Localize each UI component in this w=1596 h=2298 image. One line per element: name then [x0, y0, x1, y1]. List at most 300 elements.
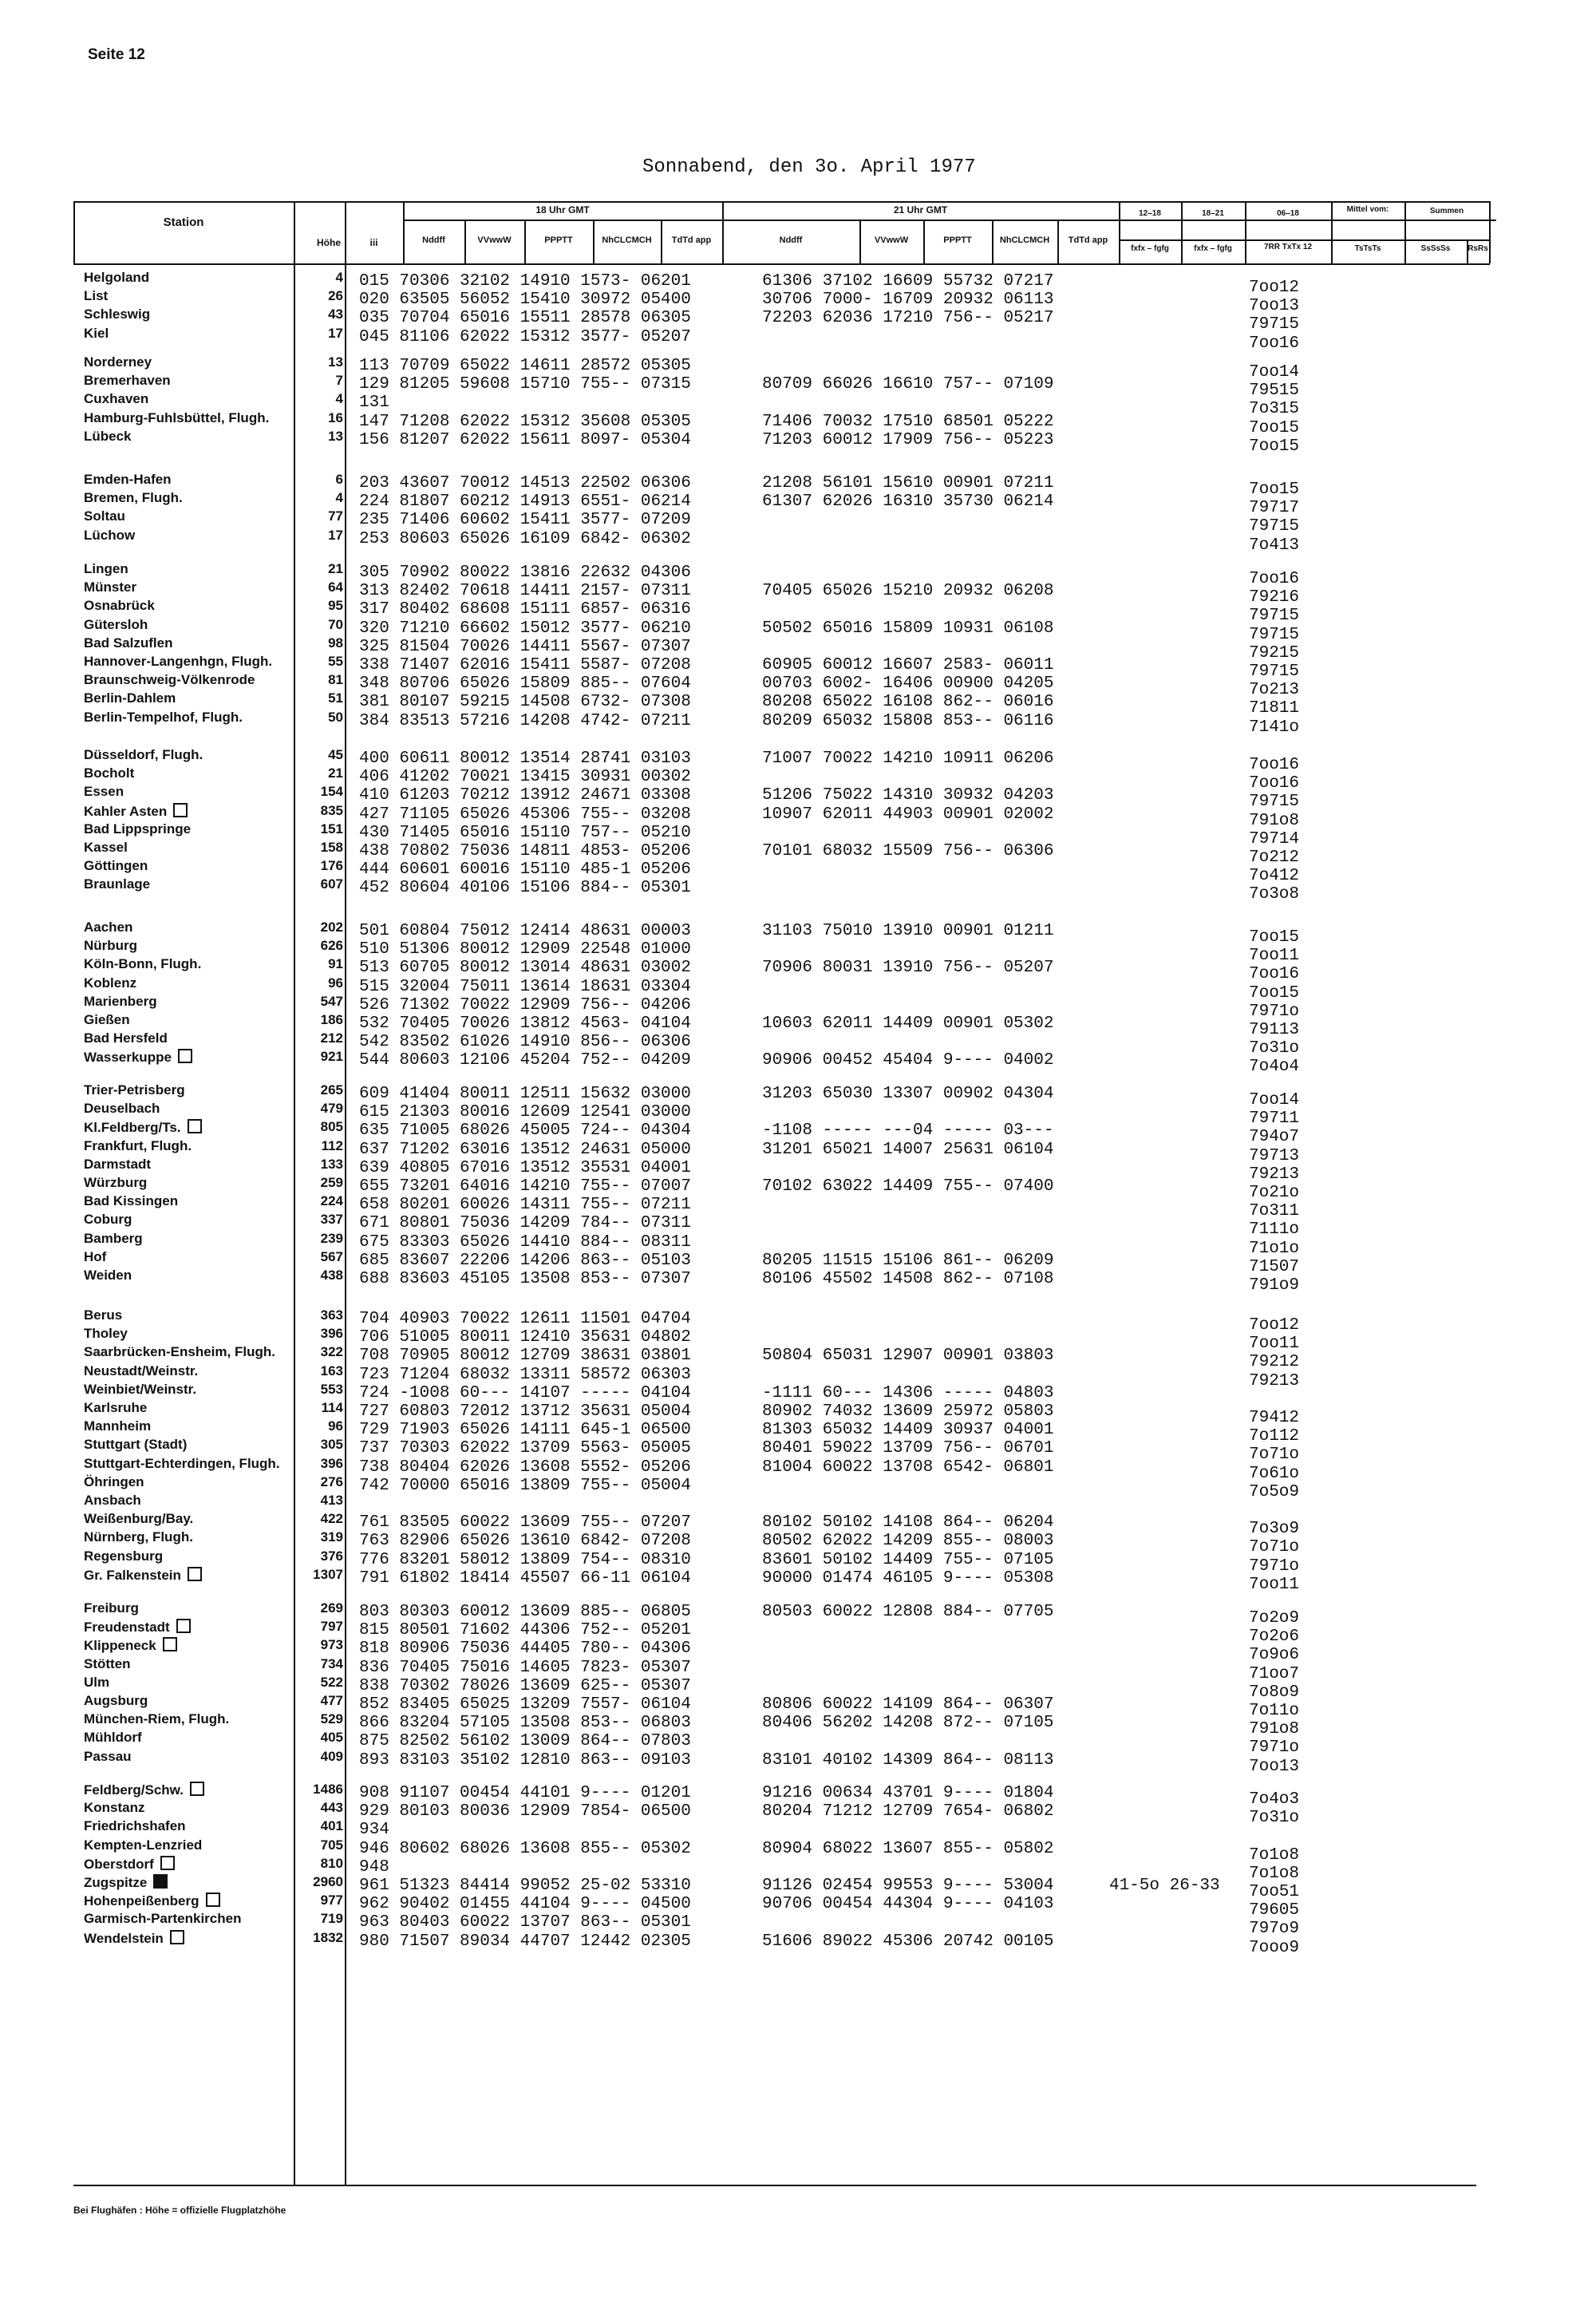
station-height: 810: [320, 1855, 343, 1871]
obs-18gmt: 729 71903 65026 14111 645-1 06500: [359, 1421, 691, 1440]
obs-18gmt: 738 80404 62026 13608 5552- 05206: [359, 1458, 691, 1477]
station-name: Gießen: [84, 1012, 130, 1027]
station-name: Münster: [84, 579, 137, 595]
col-fx-1218-header: fxfx – fgfg: [1131, 244, 1169, 253]
station-name: Wasserkuppe: [84, 1049, 192, 1066]
obs-21gmt: 10603 62011 14409 00901 05302: [762, 1015, 1054, 1033]
station-name: Öhringen: [84, 1473, 144, 1489]
station-height: 443: [320, 1800, 343, 1816]
station-name: Ulm: [84, 1674, 110, 1690]
filled-square-icon: [153, 1874, 168, 1889]
table-rule: [1489, 201, 1491, 263]
station-name: Frankfurt, Flugh.: [84, 1137, 192, 1153]
station-height: 626: [320, 938, 343, 954]
mean-value: 7o2o6: [1249, 1628, 1300, 1647]
col-station-header: Station: [163, 216, 204, 229]
mean-value: 79213: [1249, 1165, 1300, 1184]
obs-18gmt: 020 63505 56052 15410 30972 05400: [359, 291, 691, 310]
obs-18gmt: 035 70704 65016 15511 28578 06305: [359, 309, 691, 328]
obs-18gmt: 515 32004 75011 13614 18631 03304: [359, 977, 691, 996]
mean-value: 79714: [1249, 829, 1300, 848]
station-height: 405: [320, 1730, 343, 1746]
mean-value: 7oo15: [1249, 437, 1300, 456]
obs-21gmt: -1108 ----- ---04 ----- 03---: [762, 1121, 1054, 1141]
obs-21gmt: 80503 60022 12808 884-- 07705: [762, 1603, 1054, 1621]
station-name: Klippeneck: [84, 1637, 177, 1654]
table-rule: [73, 2185, 1476, 2186]
page-date: Sonnabend, den 3o. April 1977: [642, 156, 976, 178]
obs-18gmt: 510 51306 80012 12909 22548 01000: [359, 940, 691, 959]
station-name: Düsseldorf, Flugh.: [84, 747, 203, 762]
col-hoehe-header: Höhe: [317, 237, 341, 248]
col-18gmt-header: TdTd app: [671, 235, 712, 245]
station-height: 522: [320, 1674, 343, 1690]
obs-18gmt: 980 71507 89034 44707 12442 02305: [359, 1932, 691, 1951]
obs-18gmt: 866 83204 57105 13508 853-- 06803: [359, 1714, 691, 1733]
mean-value: 7111o: [1249, 1220, 1300, 1240]
obs-18gmt: 156 81207 62022 15611 8097- 05304: [359, 430, 691, 449]
station-height: 202: [320, 920, 343, 935]
mean-value: 71o1o: [1249, 1239, 1300, 1258]
obs-18gmt: 325 81504 70026 14411 5567- 07307: [359, 637, 691, 656]
mean-value: 7ooo9: [1249, 1938, 1300, 1957]
station-name: Mühldorf: [84, 1730, 142, 1746]
obs-18gmt: 723 71204 68032 13311 58572 06303: [359, 1365, 691, 1384]
obs-18gmt: 635 71005 68026 45005 724-- 04304: [359, 1121, 691, 1141]
station-height: 158: [320, 840, 343, 855]
obs-18gmt: 962 90402 01455 44104 9---- 04500: [359, 1895, 691, 1914]
obs-21gmt: 80406 56202 14208 872-- 07105: [762, 1714, 1054, 1733]
col-21gmt-header: NhCLCMCH: [999, 235, 1050, 245]
obs-21gmt: 80102 50102 14108 864-- 06204: [762, 1513, 1054, 1533]
station-height: 438: [320, 1268, 343, 1283]
obs-18gmt: 113 70709 65022 14611 28572 05305: [359, 357, 691, 375]
station-height: 477: [320, 1693, 343, 1708]
obs-21gmt: 70405 65026 15210 20932 06208: [762, 582, 1054, 601]
wind-gusts: 41-5o 26-33: [1109, 1877, 1220, 1895]
obs-21gmt: 91216 00634 43701 9---- 01804: [762, 1784, 1054, 1802]
mean-value: 791o8: [1249, 1720, 1300, 1739]
station-name: Darmstadt: [84, 1156, 152, 1172]
obs-18gmt: 203 43607 70012 14513 22502 06306: [359, 474, 691, 492]
station-height: 1832: [313, 1929, 343, 1945]
obs-21gmt: 72203 62036 17210 756-- 05217: [762, 309, 1054, 328]
obs-18gmt: 658 80201 60026 14311 755-- 07211: [359, 1196, 691, 1215]
obs-21gmt: 31103 75010 13910 00901 01211: [762, 922, 1054, 940]
station-height: 363: [320, 1307, 343, 1323]
station-name: Emden-Hafen: [84, 472, 172, 487]
station-name: München-Riem, Flugh.: [84, 1711, 230, 1727]
col-iii-header: iii: [369, 237, 378, 248]
station-height: 705: [320, 1837, 343, 1853]
mean-value: 7oo11: [1249, 1575, 1300, 1594]
obs-21gmt: 61307 62026 16310 35730 06214: [762, 492, 1054, 512]
station-name: Ansbach: [84, 1493, 141, 1508]
obs-21gmt: 51606 89022 45306 20742 00105: [762, 1932, 1054, 1951]
open-square-icon: [188, 1567, 202, 1581]
station-height: 81: [328, 672, 343, 688]
obs-18gmt: 708 70905 80012 12709 38631 03801: [359, 1347, 691, 1366]
open-square-icon: [163, 1637, 177, 1651]
mean-value: 7oo16: [1249, 774, 1300, 793]
mean-value: 79605: [1249, 1901, 1300, 1920]
obs-18gmt: 893 83103 35102 12810 863-- 09103: [359, 1750, 691, 1770]
obs-21gmt: 90906 00452 45404 9---- 04002: [762, 1051, 1054, 1070]
obs-18gmt: 704 40903 70022 12611 11501 04704: [359, 1310, 691, 1328]
mean-value: 79213: [1249, 1371, 1300, 1390]
table-rule: [73, 201, 75, 263]
col-period-0618-header: 06–18: [1277, 209, 1299, 218]
mean-value: 7o31o: [1249, 1809, 1300, 1828]
obs-18gmt: 818 80906 75036 44405 780-- 04306: [359, 1639, 691, 1659]
open-square-icon: [206, 1893, 220, 1907]
station-height: 269: [320, 1600, 343, 1616]
mean-value: 7971o: [1249, 1738, 1300, 1758]
mean-value: 79715: [1249, 517, 1300, 536]
obs-18gmt: 761 83505 60022 13609 755-- 07207: [359, 1513, 691, 1533]
station-height: 409: [320, 1748, 343, 1764]
mean-value: 79113: [1249, 1021, 1300, 1039]
station-name: Gr. Falkenstein: [84, 1567, 202, 1584]
obs-21gmt: 83601 50102 14409 755-- 07105: [762, 1550, 1054, 1569]
mean-value: 79715: [1249, 607, 1300, 626]
obs-18gmt: 946 80602 68026 13608 855-- 05302: [359, 1839, 691, 1858]
station-height: 26: [328, 288, 343, 304]
obs-21gmt: -1111 60--- 14306 ----- 04803: [762, 1383, 1054, 1402]
obs-21gmt: 83101 40102 14309 864-- 08113: [762, 1750, 1054, 1770]
obs-21gmt: 81004 60022 13708 6542- 06801: [762, 1458, 1054, 1477]
mean-value: 7o2o9: [1249, 1609, 1300, 1628]
station-height: 4: [335, 391, 343, 407]
station-height: 163: [320, 1363, 343, 1378]
station-height: 322: [320, 1344, 343, 1360]
obs-21gmt: 60905 60012 16607 2583- 06011: [762, 656, 1054, 674]
station-height: 50: [328, 709, 343, 725]
station-name: Lüchow: [84, 527, 136, 543]
obs-18gmt: 637 71202 63016 13512 24631 05000: [359, 1140, 691, 1159]
mean-value: 791o9: [1249, 1276, 1300, 1295]
obs-21gmt: 81303 65032 14409 30937 04001: [762, 1421, 1054, 1440]
obs-18gmt: 675 83303 65026 14410 884-- 08311: [359, 1232, 691, 1252]
station-height: 835: [320, 802, 343, 818]
mean-value: 7o11o: [1249, 1702, 1300, 1720]
station-height: 805: [320, 1119, 343, 1135]
mean-value: 7o112: [1249, 1427, 1300, 1446]
mean-value: 7oo12: [1249, 1316, 1300, 1335]
station-height: 276: [320, 1473, 343, 1489]
mean-value: 79215: [1249, 643, 1300, 663]
mean-value: 7o31o: [1249, 1039, 1300, 1058]
open-square-icon: [176, 1619, 191, 1633]
obs-21gmt: 10907 62011 44903 00901 02002: [762, 805, 1054, 824]
obs-18gmt: 147 71208 62022 15312 35608 05305: [359, 412, 691, 431]
station-height: 114: [321, 1400, 343, 1415]
station-name: Stuttgart (Stadt): [84, 1437, 188, 1453]
obs-21gmt: 90000 01474 46105 9---- 05308: [762, 1568, 1054, 1588]
station-height: 396: [320, 1326, 343, 1342]
obs-18gmt: 963 80403 60022 13707 863-- 05301: [359, 1913, 691, 1932]
station-name: Kiel: [84, 325, 109, 341]
mean-value: 7o71o: [1249, 1446, 1300, 1465]
station-height: 13: [328, 354, 343, 370]
obs-18gmt: 452 80604 40106 15106 884-- 05301: [359, 879, 691, 898]
obs-18gmt: 908 91107 00454 44101 9---- 01201: [359, 1784, 691, 1802]
group-18gmt-header: 18 Uhr GMT: [535, 204, 590, 216]
station-name: Berlin-Dahlem: [84, 690, 176, 706]
mean-value: 7oo16: [1249, 334, 1300, 353]
station-name: Feldberg/Schw.: [84, 1782, 204, 1798]
obs-18gmt: 235 71406 60602 15411 3577- 07209: [359, 511, 691, 530]
station-name: Weinbiet/Weinstr.: [84, 1381, 197, 1397]
col-18gmt-header: NhCLCMCH: [602, 235, 652, 245]
station-height: 186: [320, 1012, 343, 1027]
obs-18gmt: 444 60601 60016 15110 485-1 05206: [359, 860, 691, 880]
obs-18gmt: 763 82906 65026 13610 6842- 07208: [359, 1532, 691, 1551]
obs-21gmt: 70906 80031 13910 756-- 05207: [762, 959, 1054, 978]
station-height: 4: [335, 270, 343, 285]
obs-21gmt: 91126 02454 99553 9---- 53004: [762, 1877, 1054, 1895]
mean-value: 7o212: [1249, 848, 1300, 867]
station-name: Stötten: [84, 1655, 131, 1671]
mean-value: 7oo15: [1249, 418, 1300, 437]
station-height: 98: [328, 635, 343, 651]
mean-value: 7oo13: [1249, 1757, 1300, 1776]
station-name: Gütersloh: [84, 616, 148, 632]
station-name: Schleswig: [84, 307, 151, 322]
station-height: 607: [320, 876, 343, 892]
obs-18gmt: 934: [359, 1821, 389, 1840]
obs-21gmt: 21208 56101 15610 00901 07211: [762, 474, 1054, 492]
col-mittel-sub-header: TsTsTs: [1354, 244, 1381, 253]
obs-18gmt: 961 51323 84414 99052 25-02 53310: [359, 1877, 691, 1895]
station-name: Kahler Asten: [84, 803, 188, 820]
station-name: Augsburg: [84, 1693, 148, 1708]
station-height: 734: [320, 1655, 343, 1671]
station-name: Lingen: [84, 561, 128, 576]
open-square-icon: [170, 1930, 184, 1944]
obs-18gmt: 815 80501 71602 44306 752-- 05201: [359, 1621, 691, 1640]
mean-value: 797o9: [1249, 1920, 1300, 1939]
obs-21gmt: 90706 00454 44304 9---- 04103: [762, 1895, 1054, 1914]
station-height: 1307: [313, 1566, 343, 1582]
open-square-icon: [188, 1119, 202, 1133]
mean-value: 7o3o8: [1249, 885, 1300, 904]
mean-value: 79715: [1249, 793, 1300, 812]
station-height: 151: [320, 821, 343, 837]
obs-18gmt: 427 71105 65026 45306 755-- 03208: [359, 805, 691, 824]
mean-value: 79713: [1249, 1146, 1300, 1165]
mean-value: 7o21o: [1249, 1184, 1300, 1202]
obs-21gmt: 50804 65031 12907 00901 03803: [762, 1347, 1054, 1366]
mean-value: 7oo12: [1249, 279, 1300, 297]
station-height: 212: [320, 1030, 343, 1046]
station-height: 77: [328, 508, 343, 524]
footnote: Bei Flughäfen : Höhe = offizielle Flugplatzhöhe: [73, 2205, 286, 2216]
obs-21gmt: 80401 59022 13709 756-- 06701: [762, 1439, 1054, 1458]
station-name: Soltau: [84, 508, 125, 524]
mean-value: 7oo51: [1249, 1883, 1300, 1901]
station-height: 91: [328, 956, 343, 972]
station-height: 337: [320, 1212, 343, 1228]
obs-21gmt: 80902 74032 13609 25972 05803: [762, 1402, 1054, 1421]
station-height: 95: [328, 598, 343, 614]
obs-18gmt: 776 83201 58012 13809 754-- 08310: [359, 1550, 691, 1569]
obs-21gmt: 80709 66026 16610 757-- 07109: [762, 375, 1054, 394]
station-name: Neustadt/Weinstr.: [84, 1363, 199, 1378]
mean-value: 79717: [1249, 499, 1300, 518]
mean-value: 7oo14: [1249, 1091, 1300, 1109]
obs-21gmt: 80208 65022 16108 862-- 06016: [762, 693, 1054, 712]
station-name: Oberstdorf: [84, 1856, 175, 1873]
obs-18gmt: 430 71405 65016 15110 757-- 05210: [359, 823, 691, 842]
col-period-1218-header: 12–18: [1139, 209, 1161, 218]
station-name: Göttingen: [84, 858, 148, 874]
obs-21gmt: 71406 70032 17510 68501 05222: [762, 412, 1054, 431]
station-name: Cuxhaven: [84, 391, 149, 407]
station-height: 96: [328, 975, 343, 991]
mean-value: 7o1o8: [1249, 1864, 1300, 1883]
open-square-icon: [178, 1049, 192, 1063]
station-height: 51: [328, 690, 343, 706]
station-name: Bad Lippspringe: [84, 821, 192, 837]
station-name: Bad Salzuflen: [84, 635, 173, 651]
mean-value: 7o315: [1249, 400, 1300, 419]
obs-21gmt: 80205 11515 15106 861-- 06209: [762, 1251, 1054, 1270]
station-height: 422: [320, 1511, 343, 1527]
station-height: 64: [328, 579, 343, 595]
station-height: 413: [320, 1493, 343, 1508]
obs-18gmt: 348 80706 65026 15809 885-- 07604: [359, 674, 691, 694]
station-height: 376: [320, 1548, 343, 1564]
obs-21gmt: 61306 37102 16609 55732 07217: [762, 272, 1054, 291]
obs-18gmt: 131: [359, 394, 389, 413]
obs-18gmt: 615 21303 80016 12609 12541 03000: [359, 1103, 691, 1122]
mean-value: 7oo15: [1249, 481, 1300, 499]
obs-18gmt: 706 51005 80011 12410 35631 04802: [359, 1328, 691, 1347]
mean-value: 7oo16: [1249, 570, 1300, 588]
obs-18gmt: 501 60804 75012 12414 48631 00003: [359, 922, 691, 940]
obs-21gmt: 30706 7000- 16709 20932 06113: [762, 291, 1054, 310]
station-height: 547: [320, 993, 343, 1009]
mean-value: 7oo16: [1249, 965, 1300, 984]
mean-value: 7o8o9: [1249, 1683, 1300, 1702]
station-name: Mannheim: [84, 1418, 152, 1434]
obs-21gmt: 80904 68022 13607 855-- 05802: [762, 1839, 1054, 1858]
open-square-icon: [190, 1782, 204, 1796]
col-21gmt-header: PPPTT: [943, 235, 972, 245]
obs-18gmt: 253 80603 65026 16109 6842- 06302: [359, 529, 691, 548]
obs-21gmt: 80209 65032 15808 853-- 06116: [762, 711, 1054, 730]
station-name: Aachen: [84, 920, 133, 935]
station-height: 112: [321, 1137, 343, 1153]
station-name: Coburg: [84, 1212, 132, 1228]
col-fx-1821-header: fxfx – fgfg: [1194, 244, 1232, 253]
obs-21gmt: 80204 71212 12709 7654- 06802: [762, 1802, 1054, 1821]
obs-18gmt: 513 60705 80012 13014 48631 03002: [359, 959, 691, 978]
obs-18gmt: 875 82502 56102 13009 864-- 07803: [359, 1732, 691, 1751]
station-name: Würzburg: [84, 1175, 148, 1190]
obs-18gmt: 224 81807 60212 14913 6551- 06214: [359, 492, 691, 512]
obs-18gmt: 313 82402 70618 14411 2157- 07311: [359, 582, 691, 601]
station-name: Kl.Feldberg/Ts.: [84, 1119, 202, 1136]
mean-value: 7971o: [1249, 1002, 1300, 1021]
col-period-1821-header: 18–21: [1202, 209, 1224, 218]
obs-18gmt: 305 70902 80022 13816 22632 04306: [359, 564, 691, 582]
obs-18gmt: 852 83405 65025 13209 7557- 06104: [359, 1695, 691, 1714]
station-name: Passau: [84, 1748, 132, 1764]
obs-21gmt: 00703 6002- 16406 00900 04205: [762, 674, 1054, 694]
mean-value: 7o3o9: [1249, 1520, 1300, 1539]
obs-18gmt: 609 41404 80011 12511 15632 03000: [359, 1085, 691, 1103]
group-21gmt-header: 21 Uhr GMT: [893, 204, 948, 216]
mean-value: 7o311: [1249, 1202, 1300, 1221]
station-name: Nürnberg, Flugh.: [84, 1529, 193, 1545]
station-height: 567: [320, 1248, 343, 1264]
station-height: 921: [320, 1049, 343, 1065]
station-height: 133: [320, 1156, 343, 1172]
mean-value: 71811: [1249, 699, 1300, 718]
obs-18gmt: 639 40805 67016 13512 35531 04001: [359, 1158, 691, 1177]
station-height: 553: [320, 1381, 343, 1397]
obs-18gmt: 338 71407 62016 15411 5587- 07208: [359, 656, 691, 674]
obs-18gmt: 129 81205 59608 15710 755-- 07315: [359, 375, 691, 394]
station-height: 16: [328, 409, 343, 425]
station-height: 17: [328, 325, 343, 341]
station-height: 239: [320, 1230, 343, 1246]
station-height: 305: [320, 1437, 343, 1453]
obs-18gmt: 737 70303 62022 13709 5563- 05005: [359, 1439, 691, 1458]
obs-18gmt: 803 80303 60012 13609 885-- 06805: [359, 1603, 691, 1621]
obs-21gmt: 31203 65030 13307 00902 04304: [762, 1085, 1054, 1103]
obs-18gmt: 320 71210 66602 15012 3577- 06210: [359, 619, 691, 638]
mean-value: 791o8: [1249, 811, 1300, 830]
mean-value: 7o413: [1249, 536, 1300, 555]
station-name: Hamburg-Fuhlsbüttel, Flugh.: [84, 409, 270, 425]
station-name: Friedrichshafen: [84, 1818, 186, 1834]
obs-18gmt: 655 73201 64016 14210 755-- 07007: [359, 1177, 691, 1196]
obs-18gmt: 688 83603 45105 13508 853-- 07307: [359, 1270, 691, 1288]
obs-18gmt: 727 60803 72012 13712 35631 05004: [359, 1402, 691, 1421]
obs-18gmt: 410 61203 70212 13912 24671 03308: [359, 786, 691, 805]
mean-value: 7oo11: [1249, 947, 1300, 966]
station-name: Trier-Petrisberg: [84, 1082, 185, 1098]
station-name: Weißenburg/Bay.: [84, 1511, 194, 1527]
mean-value: 71oo7: [1249, 1664, 1300, 1683]
station-name: Koblenz: [84, 975, 137, 991]
station-name: Zugspitze: [84, 1874, 168, 1891]
table-rule: [345, 201, 346, 2185]
station-height: 6: [335, 472, 343, 487]
station-name: Berlin-Tempelhof, Flugh.: [84, 709, 243, 725]
mean-value: 79711: [1249, 1109, 1300, 1129]
station-name: Nürburg: [84, 938, 138, 954]
obs-18gmt: 791 61802 18414 45507 66-11 06104: [359, 1568, 691, 1588]
obs-18gmt: 948: [359, 1857, 389, 1877]
station-name: Regensburg: [84, 1548, 164, 1564]
station-name: Braunschweig-Völkenrode: [84, 672, 255, 688]
col-rr-header: 7RR TxTx 12: [1263, 243, 1313, 251]
col-summen-r-header: RsRs: [1468, 244, 1488, 253]
station-name: Lübeck: [84, 428, 132, 444]
open-square-icon: [160, 1856, 175, 1870]
station-name: Stuttgart-Echterdingen, Flugh.: [84, 1455, 280, 1471]
station-name: Garmisch-Partenkirchen: [84, 1911, 242, 1927]
obs-18gmt: 532 70405 70026 13812 4563- 04104: [359, 1015, 691, 1033]
station-name: Berus: [84, 1307, 123, 1323]
obs-18gmt: 929 80103 80036 12909 7854- 06500: [359, 1802, 691, 1821]
station-name: Bocholt: [84, 765, 135, 781]
mean-value: 794o7: [1249, 1128, 1300, 1147]
